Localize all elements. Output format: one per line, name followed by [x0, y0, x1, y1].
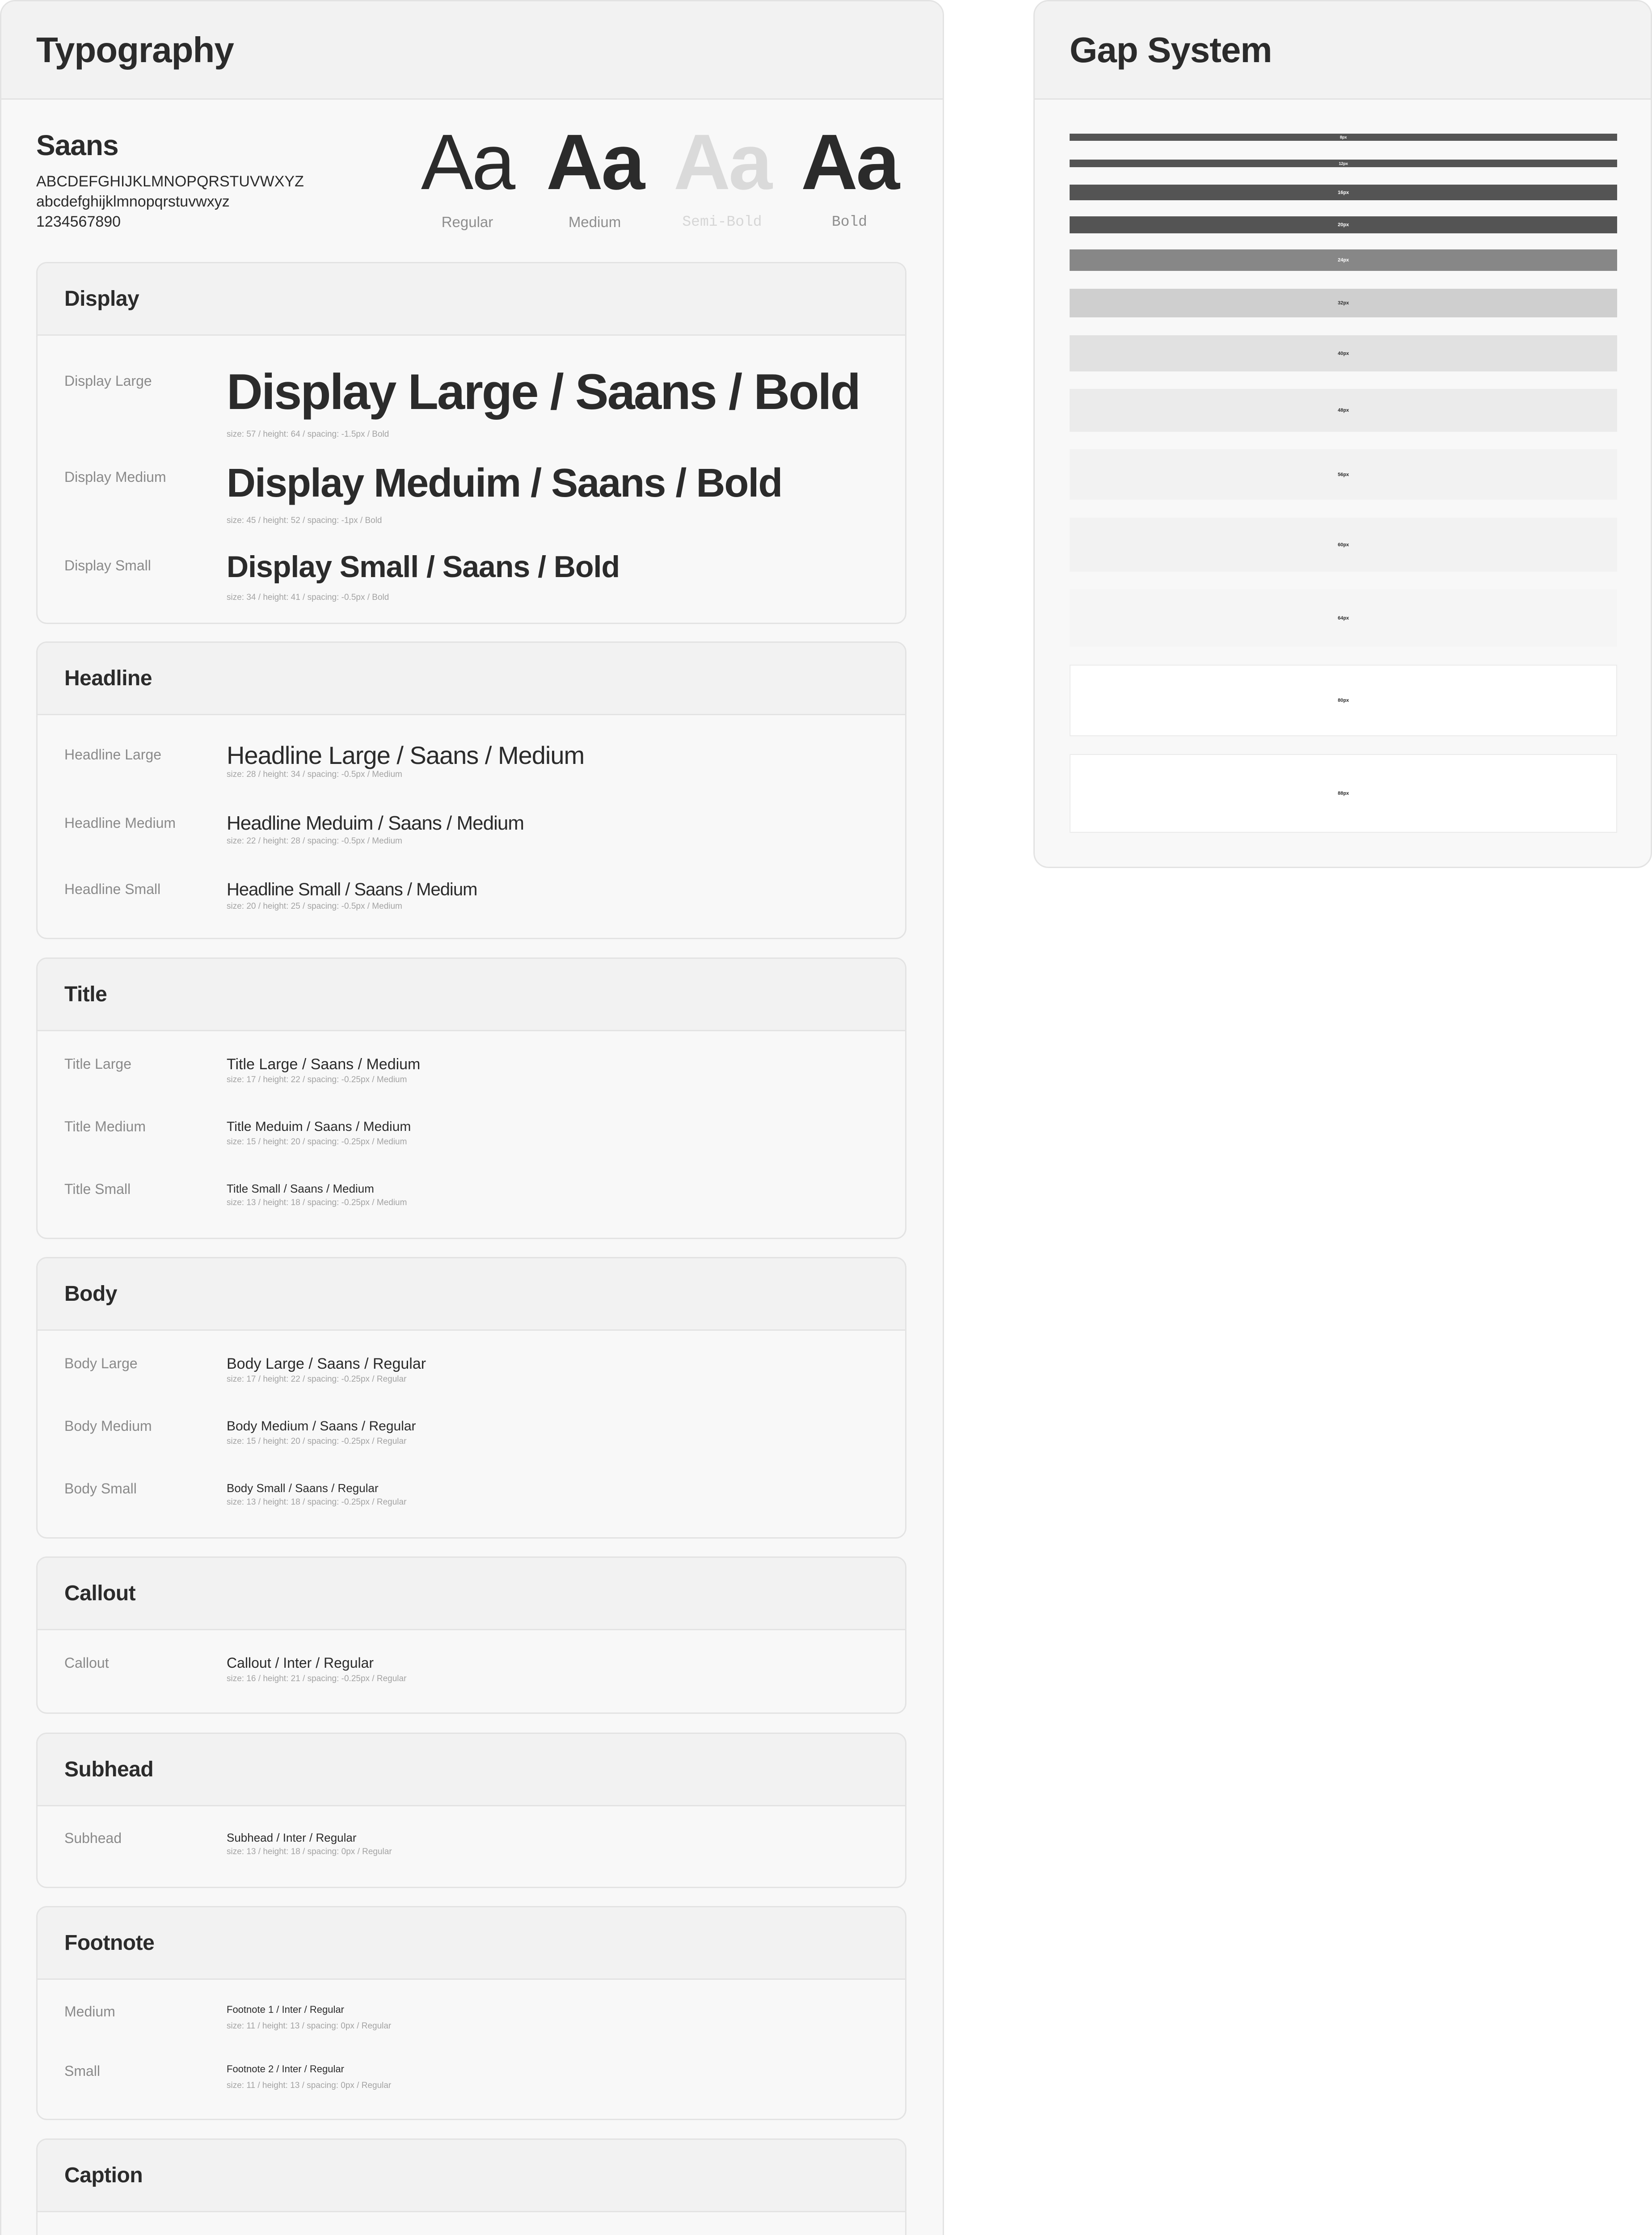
- style-meta: size: 34 / height: 41 / spacing: -0.5px / Bold: [227, 593, 389, 602]
- style-sample: Body Large / Saans / Regular: [227, 1355, 426, 1372]
- style-label: Body Large: [64, 1355, 138, 1371]
- gap-swatch-80: [1070, 665, 1617, 736]
- font-family-name: Saans: [36, 129, 118, 161]
- style-meta: size: 13 / height: 18 / spacing: 0px / Regular: [227, 1847, 392, 1856]
- style-sample: Headline Small / Saans / Medium: [227, 880, 477, 899]
- gap-label: 20px: [1337, 222, 1349, 228]
- gap-swatch-48: [1070, 389, 1617, 432]
- section-header: [38, 1558, 905, 1630]
- style-label: Body Small: [64, 1480, 137, 1497]
- section-title: [36, 957, 906, 1239]
- section-header: [38, 643, 905, 715]
- style-sample: Title Large / Saans / Medium: [227, 1056, 421, 1073]
- style-meta: size: 13 / height: 18 / spacing: -0.25px / Medium: [227, 1198, 407, 1207]
- style-label: Callout: [64, 1655, 109, 1671]
- font-family-block: [36, 129, 304, 232]
- style-meta: size: 16 / height: 21 / spacing: -0.25px / Regular: [227, 1674, 407, 1683]
- gap-label: 40px: [1337, 350, 1349, 356]
- style-label: Display Medium: [64, 469, 166, 485]
- weight-bold: [786, 120, 913, 231]
- section-header: [38, 2140, 905, 2212]
- gap-label: 48px: [1337, 408, 1349, 413]
- style-label: Medium: [64, 2003, 115, 2020]
- gap-label: 80px: [1337, 698, 1349, 703]
- section-title: Callout: [64, 1581, 136, 1605]
- style-label: Title Large: [64, 1056, 131, 1072]
- style-label: Display Large: [64, 373, 152, 389]
- gap-label: 12px: [1339, 161, 1348, 166]
- gap-label: 8px: [1340, 135, 1347, 139]
- lowercase-glyphs: abcdefghijklmnopqrstuvwxyz: [36, 193, 230, 210]
- weight-label: Medium: [568, 214, 621, 230]
- gap-label: 56px: [1337, 472, 1349, 477]
- weight-label: Bold: [831, 214, 868, 230]
- weight-sample: Aa: [546, 118, 643, 206]
- style-label: Headline Small: [64, 881, 161, 897]
- section-header: [38, 959, 905, 1031]
- style-label: Title Small: [64, 1181, 131, 1197]
- style-sample: Display Meduim / Saans / Bold: [227, 461, 782, 506]
- style-sample: Display Small / Saans / Bold: [227, 550, 620, 584]
- style-label: Small: [64, 2063, 101, 2079]
- weight-label: Regular: [441, 214, 493, 230]
- digit-glyphs: 1234567890: [36, 213, 121, 230]
- style-sample: Title Meduim / Saans / Medium: [227, 1119, 411, 1134]
- gap-swatch-24: [1070, 249, 1617, 271]
- gap-swatch-40: [1070, 335, 1617, 371]
- section-header: [38, 1258, 905, 1331]
- section-title: Caption: [64, 2163, 143, 2187]
- style-label: Display Small: [64, 557, 151, 574]
- style-meta: size: 15 / height: 20 / spacing: -0.25px / Medium: [227, 1137, 407, 1147]
- gap-system-header: [1035, 1, 1651, 100]
- gap-label: 88px: [1337, 791, 1349, 796]
- style-meta: size: 11 / height: 13 / spacing: 0px / Regular: [227, 2081, 392, 2090]
- style-meta: size: 15 / height: 20 / spacing: -0.25px / Regular: [227, 1437, 407, 1446]
- style-meta: size: 45 / height: 52 / spacing: -1px / Bold: [227, 516, 382, 525]
- gap-system-title: Gap System: [1070, 30, 1272, 70]
- section-callout: [36, 1556, 906, 1714]
- weight-sample: Aa: [674, 118, 771, 206]
- style-sample: Footnote 1 / Inter / Regular: [227, 2004, 344, 2015]
- section-header: [38, 1907, 905, 1980]
- section-caption: [36, 2138, 906, 2235]
- gap-swatch-16: [1070, 185, 1617, 200]
- weight-semibold: [658, 120, 786, 231]
- section-title: Body: [64, 1282, 117, 1306]
- gap-swatch-32: [1070, 289, 1617, 317]
- section-subhead: [36, 1733, 906, 1888]
- style-sample: Body Medium / Saans / Regular: [227, 1419, 416, 1434]
- section-body: [36, 1257, 906, 1539]
- style-meta: size: 11 / height: 13 / spacing: 0px / Regular: [227, 2021, 392, 2031]
- gap-swatch-88: [1070, 754, 1617, 833]
- section-footnote: [36, 1906, 906, 2120]
- weight-sample: Aa: [421, 118, 514, 206]
- style-sample: Body Small / Saans / Regular: [227, 1481, 379, 1495]
- style-sample: Headline Meduim / Saans / Medium: [227, 812, 524, 834]
- typography-title: Typography: [36, 30, 234, 70]
- style-meta: size: 17 / height: 22 / spacing: -0.25px / Regular: [227, 1375, 407, 1384]
- style-sample: Subhead / Inter / Regular: [227, 1831, 357, 1844]
- gap-label: 16px: [1337, 190, 1349, 195]
- style-label: Headline Large: [64, 746, 162, 763]
- section-title: Display: [64, 287, 139, 311]
- style-meta: size: 17 / height: 22 / spacing: -0.25px / Medium: [227, 1075, 407, 1084]
- font-weights: [404, 120, 913, 231]
- gap-label: 32px: [1337, 300, 1349, 306]
- style-sample: Callout / Inter / Regular: [227, 1655, 374, 1671]
- style-label: Title Medium: [64, 1118, 146, 1134]
- section-header: [38, 263, 905, 336]
- gap-system-panel: [1033, 0, 1652, 868]
- section-display: [36, 262, 906, 624]
- gap-swatch-12: [1070, 160, 1617, 167]
- weight-sample: Aa: [801, 118, 898, 206]
- gap-swatch-64: [1070, 589, 1617, 647]
- weight-medium: [531, 120, 658, 231]
- weight-label: Semi-Bold: [682, 214, 762, 230]
- gap-swatch-20: [1070, 216, 1617, 233]
- style-sample: Footnote 2 / Inter / Regular: [227, 2063, 344, 2075]
- gap-label: 60px: [1337, 542, 1349, 548]
- uppercase-glyphs: ABCDEFGHIJKLMNOPQRSTUVWXYZ: [36, 173, 304, 190]
- gap-label: 24px: [1337, 257, 1349, 263]
- gap-label: 64px: [1337, 615, 1349, 621]
- section-title: Subhead: [64, 1758, 154, 1781]
- style-label: Headline Medium: [64, 815, 176, 831]
- style-sample: Display Large / Saans / Bold: [227, 364, 860, 420]
- gap-swatch-8: [1070, 134, 1617, 141]
- style-meta: size: 22 / height: 28 / spacing: -0.5px / Medium: [227, 836, 402, 846]
- style-meta: size: 13 / height: 18 / spacing: -0.25px / Regular: [227, 1497, 407, 1507]
- section-title: Title: [64, 983, 107, 1006]
- section-title: Headline: [64, 666, 152, 690]
- section-header: [38, 1734, 905, 1806]
- gap-swatch-56: [1070, 449, 1617, 500]
- typography-header: [1, 1, 943, 100]
- style-label: Body Medium: [64, 1418, 152, 1434]
- gap-swatch-60: [1070, 518, 1617, 572]
- style-meta: size: 57 / height: 64 / spacing: -1.5px / Bold: [227, 430, 389, 439]
- style-sample: Headline Large / Saans / Medium: [227, 741, 585, 769]
- style-label: Subhead: [64, 1830, 122, 1846]
- section-title: Footnote: [64, 1931, 155, 1955]
- weight-regular: [404, 120, 531, 231]
- style-meta: size: 28 / height: 34 / spacing: -0.5px / Medium: [227, 770, 402, 779]
- section-headline: [36, 641, 906, 939]
- style-meta: size: 20 / height: 25 / spacing: -0.5px / Medium: [227, 902, 402, 911]
- style-sample: Title Small / Saans / Medium: [227, 1182, 374, 1195]
